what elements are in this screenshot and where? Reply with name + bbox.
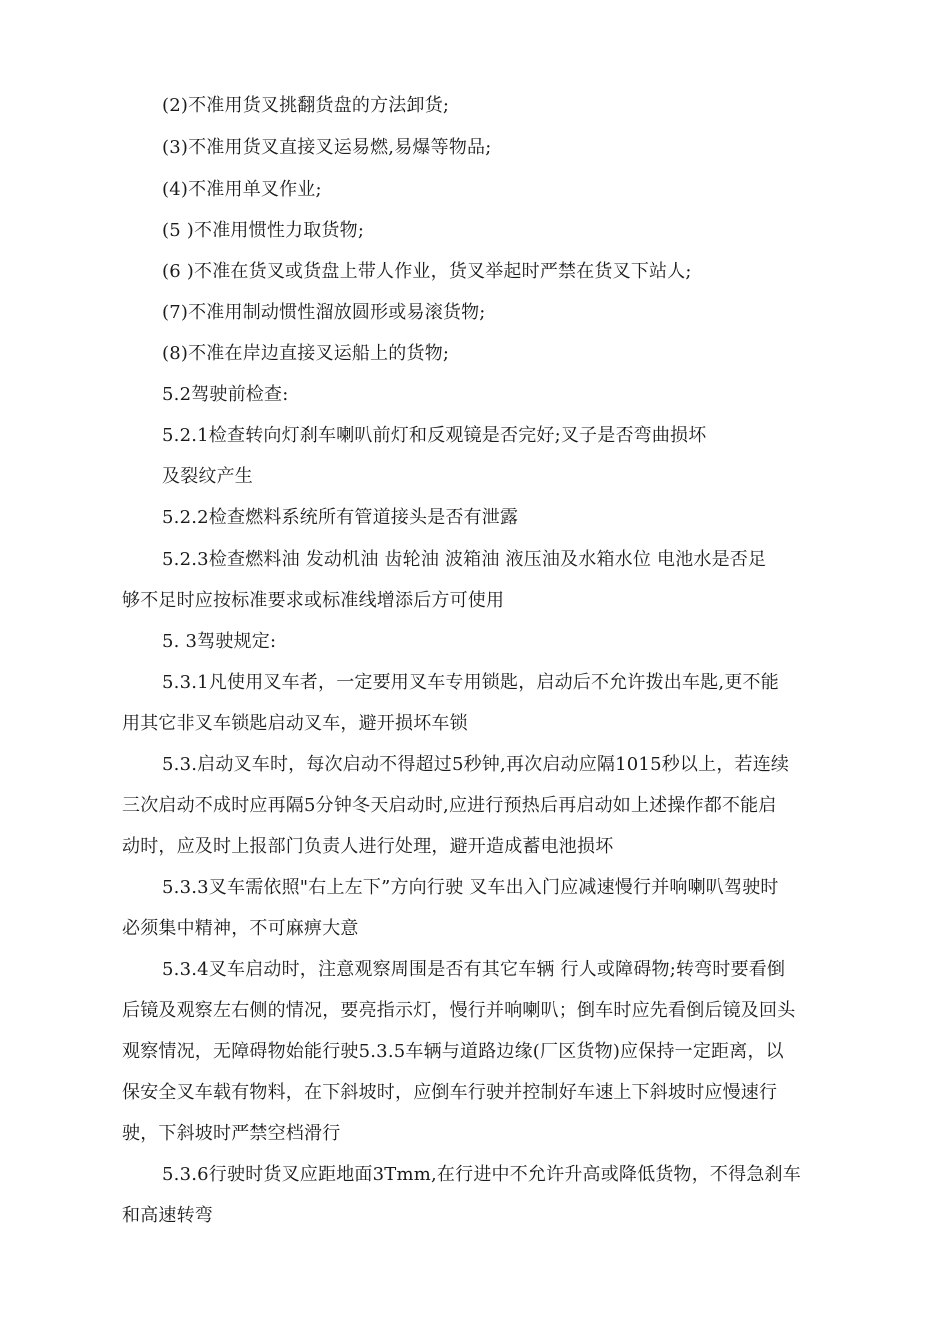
paragraph-line: (2)不准用货叉挑翻货盘的方法卸货; xyxy=(162,95,450,116)
paragraph-line: (7)不准用制动惯性溜放圆形或易滚货物; xyxy=(162,302,486,323)
paragraph-line: (6 )不准在货叉或货盘上带人作业，货叉举起时严禁在货叉下站人; xyxy=(162,261,692,282)
paragraph-line: 5.3.6行驶时货叉应距地面3Tmm,在行进中不允许升高或降低货物，不得急刹车 xyxy=(162,1164,801,1185)
paragraph-line: 5.2驾驶前检查: xyxy=(162,384,289,405)
paragraph-line: 动时，应及时上报部门负责人进行处理，避开造成蓄电池损坏 xyxy=(122,836,614,857)
paragraph-line: 和高速转弯 xyxy=(122,1205,213,1226)
paragraph-line: 5.2.2检查燃料系统所有管道接头是否有泄露 xyxy=(162,507,519,528)
paragraph-line: 5.3.4叉车启动时，注意观察周围是否有其它车辆 行人或障碍物;转弯时要看倒 xyxy=(162,959,786,980)
paragraph-line: 够不足时应按标准要求或标准线增添后方可使用 xyxy=(122,590,505,611)
paragraph-line: 三次启动不成时应再隔5分钟冬天启动时,应进行预热后再启动如上述操作都不能启 xyxy=(122,795,777,816)
paragraph-line: 5.3.1凡使用叉车者，一定要用叉车专用锁匙，启动后不允许拨出车匙,更不能 xyxy=(162,672,779,693)
paragraph-line: 5. 3驾驶规定: xyxy=(162,631,277,652)
paragraph-line: 5.2.1检查转向灯刹车喇叭前灯和反观镜是否完好;叉子是否弯曲损坏 xyxy=(162,425,707,446)
paragraph-line: (4)不准用单叉作业; xyxy=(162,179,322,200)
paragraph-line: 保安全叉车载有物料，在下斜坡时，应倒车行驶并控制好车速上下斜坡时应慢速行 xyxy=(122,1082,778,1103)
paragraph-line: 用其它非叉车锁匙启动叉车，避开损坏车锁 xyxy=(122,713,468,734)
paragraph-line: (8)不准在岸边直接叉运船上的货物; xyxy=(162,343,450,364)
paragraph-line: (3)不准用货叉直接叉运易燃,易爆等物品; xyxy=(162,137,492,158)
paragraph-line: 5.3.3叉车需依照"右上左下”方向行驶 叉车出入门应减速慢行并响喇叭驾驶时 xyxy=(162,877,779,898)
paragraph-line: 后镜及观察左右侧的情况，要亮指示灯，慢行并响喇叭；倒车时应先看倒后镜及回头 xyxy=(122,1000,796,1021)
paragraph-line: 及裂纹产生 xyxy=(162,466,253,487)
paragraph-line: 驶，下斜坡时严禁空档滑行 xyxy=(122,1123,341,1144)
paragraph-line: (5 )不准用惯性力取货物; xyxy=(162,220,365,241)
paragraph-line: 5.2.3检查燃料油 发动机油 齿轮油 波箱油 液压油及水箱水位 电池水是否足 xyxy=(162,549,767,570)
paragraph-line: 必须集中精神，不可麻痹大意 xyxy=(122,918,359,939)
paragraph-line: 5.3.启动叉车时，每次启动不得超过5秒钟,再次启动应隔1015秒以上，若连续 xyxy=(162,754,790,775)
paragraph-line: 观察情况，无障碍物始能行驶5.3.5车辆与道路边缘(厂区货物)应保持一定距离，以 xyxy=(122,1041,784,1062)
